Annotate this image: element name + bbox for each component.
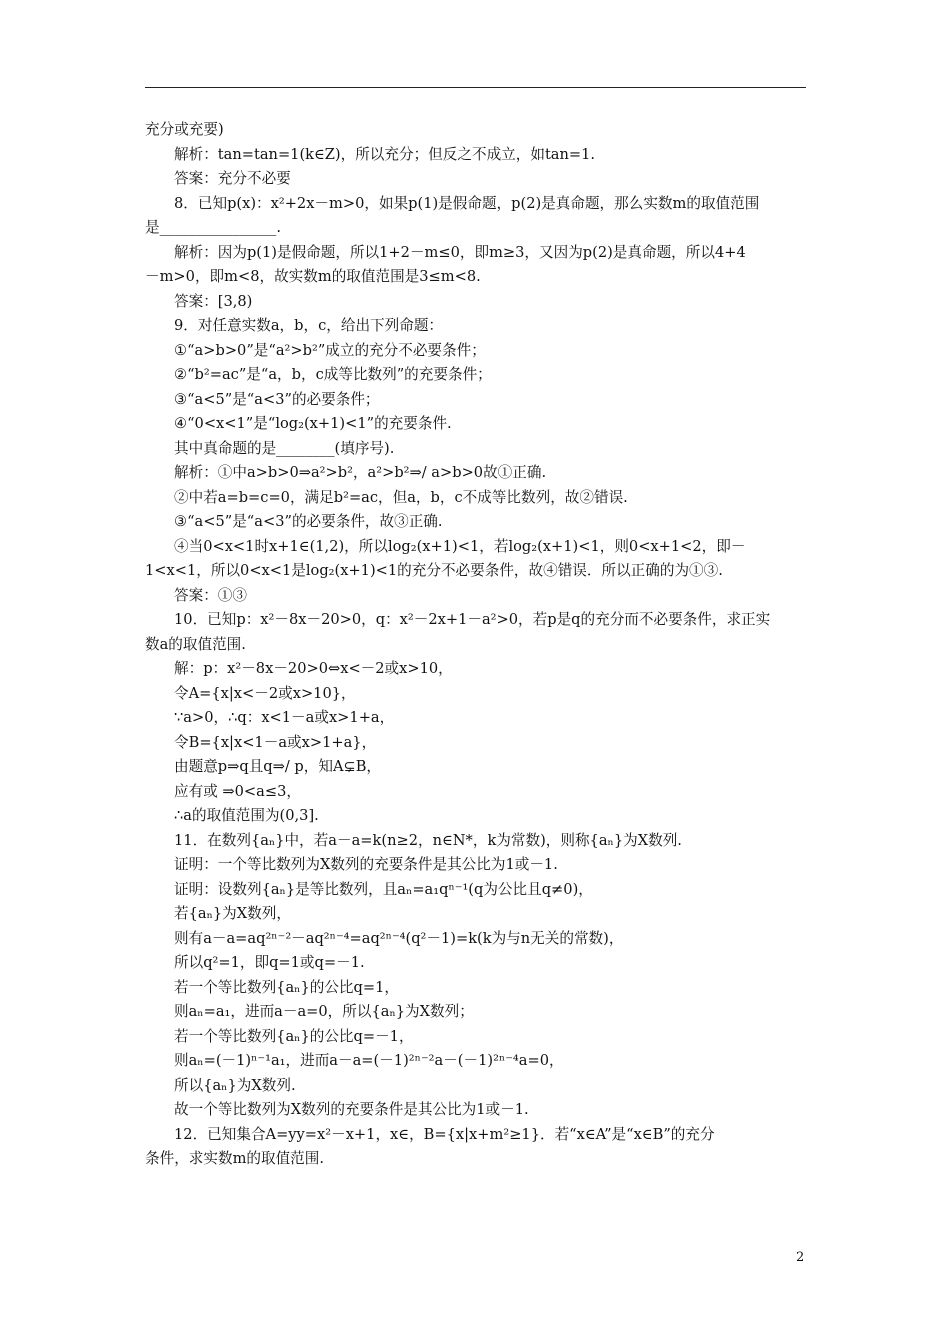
text-line: 应有或 ⇒0<a≤3，	[174, 782, 301, 800]
text-line: 11．在数列{aₙ}中，若a－a=k(n≥2，n∈N*，k为常数)，则称{aₙ}为X数列.	[174, 831, 682, 849]
text-line: 1<x<1，所以0<x<1是log₂(x+1)<1的充分不必要条件，故④错误．所以正确的为①③.	[145, 562, 723, 579]
text-line: 若一个等比数列{aₙ}的公比q=－1，	[174, 1027, 414, 1045]
page-number: 2	[796, 1250, 805, 1265]
header-rule	[145, 87, 806, 88]
text-line: 10．已知p：x²－8x－20>0，q：x²－2x+1－a²>0，若p是q的充分而不必要条件，求正实	[174, 611, 771, 628]
text-line: 证明：设数列{aₙ}是等比数列，且aₙ=a₁qⁿ⁻¹(q为公比且q≠0)，	[174, 880, 593, 898]
text-line: 解析：因为p(1)是假命题，所以1+2－m≤0，即m≥3，又因为p(2)是真命题，所以4+4	[174, 243, 746, 261]
text-line: ②中若a=b=c=0，满足b²=ac，但a，b，c不成等比数列，故②错误.	[174, 488, 628, 506]
text-line: 则有a－a=aq²ⁿ⁻²－aq²ⁿ⁻⁴=aq²ⁿ⁻⁴(q²－1)=k(k为与n无关的常数)，	[174, 929, 624, 947]
text-line: 充分或充要)	[145, 121, 224, 138]
text-line: 所以{aₙ}为X数列.	[174, 1076, 296, 1094]
text-line: 令A={x|x<－2或x>10}，	[174, 684, 356, 702]
text-line: 答案：①③	[174, 586, 247, 604]
text-line: ④当0<x<1时x+1∈(1,2)，所以log₂(x+1)<1，若log₂(x+1)<1，则0<x+1<2，即－	[174, 537, 746, 555]
text-line: 9．对任意实数a，b，c，给出下列命题：	[174, 317, 444, 334]
page-body	[145, 118, 806, 1172]
text-line: 若{aₙ}为X数列，	[174, 905, 291, 922]
text-line: 解：p：x²－8x－20>0⇔x<－2或x>10，	[174, 660, 453, 677]
text-line: ①“a>b>0”是“a²>b²”成立的充分不必要条件；	[174, 341, 486, 359]
text-line: ∴a的取值范围为(0,3].	[174, 807, 319, 824]
text-line: 12．已知集合A=yy=x²－x+1，x∈，B={x|x+m²≥1}．若“x∈A”是“x∈B”的充分	[174, 1125, 715, 1143]
text-line: 则aₙ=a₁，进而a－a=0，所以{aₙ}为X数列；	[174, 1003, 474, 1020]
text-line: ④“0<x<1”是“log₂(x+1)<1”的充要条件.	[174, 415, 452, 432]
text-line: ③“a<5”是“a<3”的必要条件；	[174, 390, 380, 408]
text-line: 是________________.	[145, 219, 281, 236]
text-line: ②“b²=ac”是“a，b，c成等比数列”的充要条件；	[174, 366, 492, 383]
text-line: ③“a<5”是“a<3”的必要条件，故③正确.	[174, 513, 443, 530]
text-line: 故一个等比数列为X数列的充要条件是其公比为1或－1.	[174, 1101, 529, 1118]
text-line: 由题意p⇒q且q⇒/ p，知A⊊B，	[174, 758, 382, 775]
text-line: 若一个等比数列{aₙ}的公比q=1，	[174, 978, 399, 996]
text-line: 解析：tan=tan=1(k∈Z)，所以充分；但反之不成立，如tan=1.	[174, 145, 596, 163]
text-line: 所以q²=1，即q=1或q=－1.	[174, 954, 365, 971]
text-line: 其中真命题的是________(填序号).	[174, 439, 395, 457]
text-line: 则aₙ=(－1)ⁿ⁻¹a₁，进而a－a=(－1)²ⁿ⁻²a－(－1)²ⁿ⁻⁴a=0，	[174, 1052, 564, 1069]
text-line: 答案：[3,8)	[174, 292, 253, 310]
text-line: 答案：充分不必要	[174, 170, 291, 187]
text-line: 解析：①中a>b>0⇒a²>b²，a²>b²⇒/ a>b>0故①正确.	[174, 464, 547, 481]
text-line: 令B={x|x<1－a或x>1+a}，	[174, 733, 377, 751]
text-line: 条件，求实数m的取值范围.	[145, 1150, 325, 1167]
text-line: －m>0，即m<8，故实数m的取值范围是3≤m<8.	[145, 268, 481, 285]
text-line: 8．已知p(x)：x²+2x－m>0，如果p(1)是假命题，p(2)是真命题，那么实数m的取值范围	[174, 194, 760, 212]
text-line: 证明：一个等比数列为X数列的充要条件是其公比为1或－1.	[174, 856, 558, 873]
text-line: ∵a>0，∴q：x<1－a或x>1+a，	[174, 709, 395, 726]
text-line: 数a的取值范围.	[145, 635, 246, 653]
